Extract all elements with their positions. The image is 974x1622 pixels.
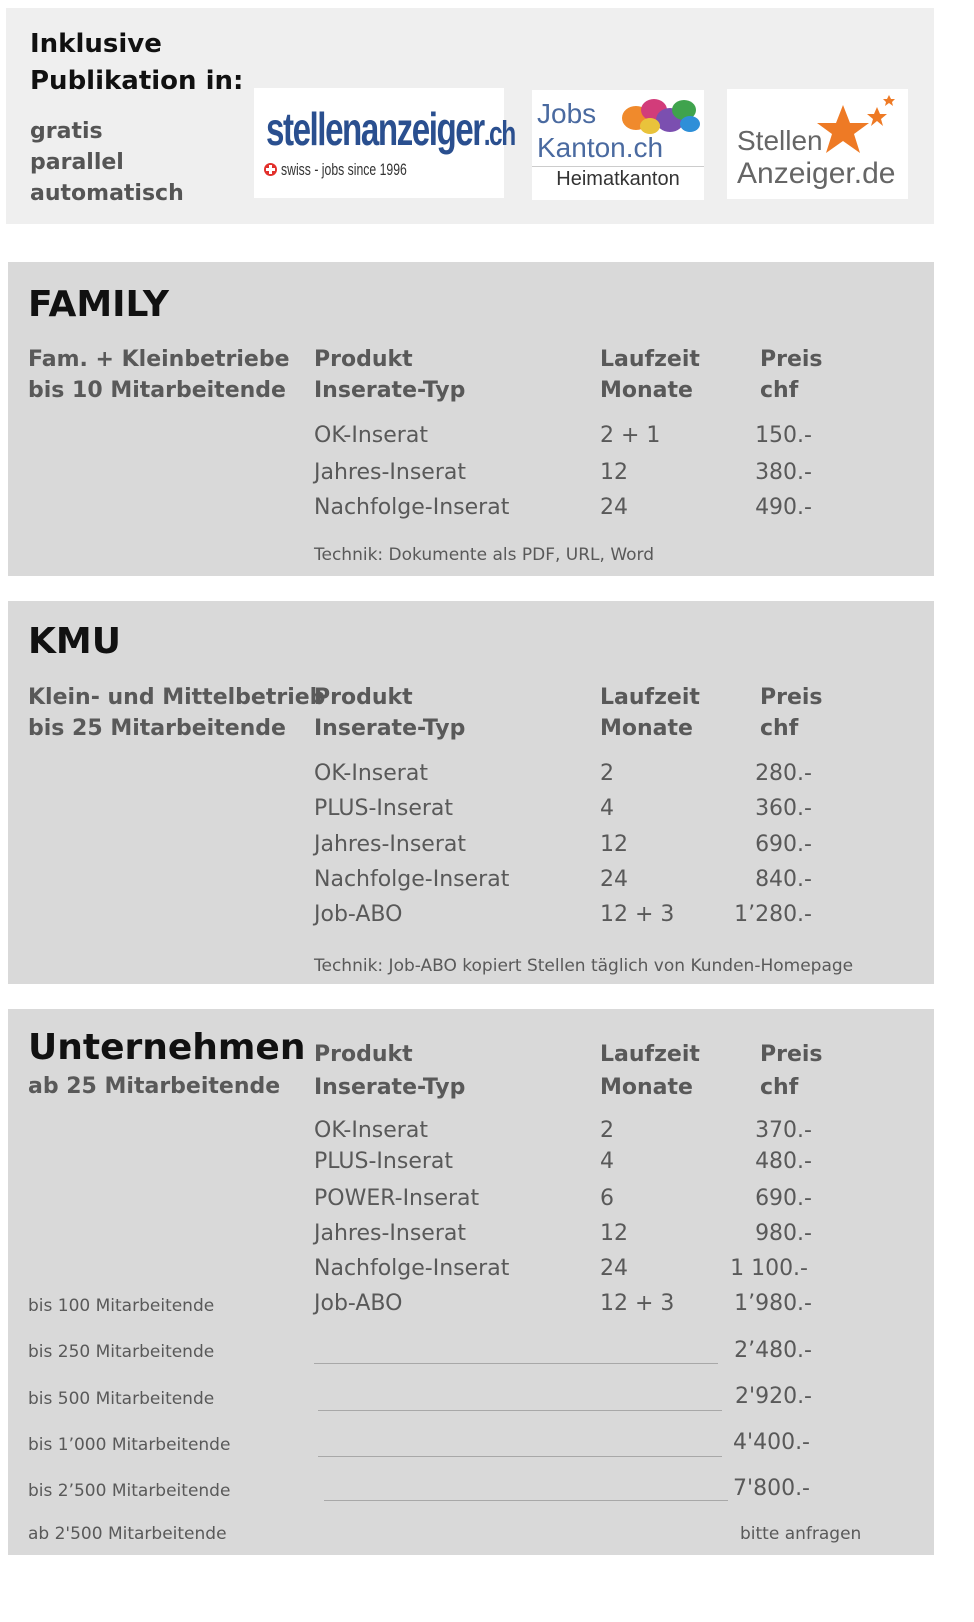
- kmu-row5-price: 1’280.-: [734, 902, 812, 927]
- kmu-col-product: [314, 682, 465, 744]
- tier6-price: bitte anfragen: [740, 1524, 862, 1544]
- col-currency-label: chf: [760, 716, 799, 741]
- unternehmen-row1-price: 370.-: [755, 1118, 812, 1143]
- col-type-label: Inserate-Typ: [314, 1075, 466, 1100]
- family-section: [8, 262, 934, 576]
- unternehmen-row2-duration: 4: [600, 1149, 614, 1174]
- logo1-main-text: stellenanzeiger: [266, 103, 484, 155]
- header-title-line2: Publikation in:: [30, 66, 244, 96]
- header-title: [30, 26, 243, 100]
- kmu-row4-duration: 24: [600, 867, 628, 892]
- kmu-section: [8, 601, 934, 984]
- col-months-label: Monate: [600, 378, 693, 403]
- unternehmen-row4-duration: 12: [600, 1221, 628, 1246]
- unternehmen-row1-product: OK-Inserat: [314, 1118, 428, 1143]
- col-product-label: Produkt: [314, 347, 413, 372]
- swiss-cross-icon: [264, 163, 277, 176]
- kmu-row5-product: Job-ABO: [314, 902, 403, 927]
- unternehmen-row3-duration: 6: [600, 1186, 614, 1211]
- unternehmen-row1-duration: 2: [600, 1118, 614, 1143]
- col-type-label: Inserate-Typ: [314, 716, 466, 741]
- family-tech-note: Technik: Dokumente als PDF, URL, Word: [314, 545, 655, 565]
- unternehmen-row2-price: 480.-: [755, 1149, 812, 1174]
- unternehmen-col-product: [314, 1038, 465, 1104]
- col-price-label: Preis: [760, 347, 823, 372]
- unternehmen-row5-duration: 24: [600, 1256, 628, 1281]
- tier1-label: bis 100 Mitarbeitende: [28, 1296, 215, 1316]
- kmu-row2-duration: 4: [600, 796, 614, 821]
- tier4-price: 4'400.-: [733, 1430, 810, 1455]
- unternehmen-row5-price: 1 100.-: [730, 1256, 808, 1281]
- unternehmen-row3-product: POWER-Inserat: [314, 1186, 480, 1211]
- family-col-duration: [600, 344, 700, 406]
- col-duration-label: Laufzeit: [600, 347, 700, 372]
- kmu-row4-price: 840.-: [755, 867, 812, 892]
- tier5-price: 7'800.-: [733, 1476, 810, 1501]
- family-sub2: bis 10 Mitarbeitende: [28, 378, 286, 403]
- tier1-duration: 12 + 3: [600, 1291, 675, 1316]
- stars-icon: [819, 93, 899, 157]
- unternehmen-col-duration: [600, 1038, 700, 1104]
- logo1-suffix: .ch: [483, 115, 515, 153]
- kmu-row3-duration: 12: [600, 832, 628, 857]
- unternehmen-row3-price: 690.-: [755, 1186, 812, 1211]
- unternehmen-row4-product: Jahres-Inserat: [314, 1221, 466, 1246]
- col-price-label: Preis: [760, 1042, 823, 1067]
- family-row3-product: Nachfolge-Inserat: [314, 495, 510, 520]
- family-row1-product: OK-Inserat: [314, 423, 428, 448]
- family-title: FAMILY: [28, 284, 169, 325]
- unternehmen-row2-product: PLUS-Inserat: [314, 1149, 454, 1174]
- unternehmen-title: Unternehmen: [28, 1027, 306, 1068]
- unternehmen-subtitle: ab 25 Mitarbeitende: [28, 1074, 281, 1099]
- kmu-col-price: [760, 682, 823, 744]
- perk-automatisch: automatisch: [30, 181, 184, 206]
- family-col-price: [760, 344, 823, 406]
- kmu-row1-duration: 2: [600, 761, 614, 786]
- tier4-label: bis 1’000 Mitarbeitende: [28, 1435, 231, 1455]
- kmu-subtitle: [28, 682, 325, 744]
- family-row1-duration: 2 + 1: [600, 423, 661, 448]
- unternehmen-row4-price: 980.-: [755, 1221, 812, 1246]
- kmu-row3-price: 690.-: [755, 832, 812, 857]
- family-row1-price: 150.-: [755, 423, 812, 448]
- col-duration-label: Laufzeit: [600, 685, 700, 710]
- col-currency-label: chf: [760, 1075, 799, 1100]
- kmu-sub1: Klein- und Mittelbetrieb: [28, 685, 326, 710]
- tier2-rule: [314, 1363, 718, 1364]
- kmu-title: KMU: [28, 621, 121, 662]
- stellenanzeiger-de-logo[interactable]: [727, 89, 908, 199]
- kmu-row4-product: Nachfolge-Inserat: [314, 867, 510, 892]
- family-row3-price: 490.-: [755, 495, 812, 520]
- col-product-label: Produkt: [314, 685, 413, 710]
- tier1-price: 1’980.-: [734, 1291, 812, 1316]
- logo2-jobs: Jobs: [537, 98, 597, 129]
- kmu-row1-price: 280.-: [755, 761, 812, 786]
- tier1-product: Job-ABO: [314, 1291, 403, 1316]
- perk-gratis: gratis: [30, 119, 103, 144]
- unternehmen-col-price: [760, 1038, 823, 1104]
- tier3-rule: [318, 1410, 722, 1411]
- family-sub1: Fam. + Kleinbetriebe: [28, 347, 290, 372]
- tier2-price: 2’480.-: [734, 1338, 812, 1363]
- logo1-tagline: swiss - jobs since 1996: [281, 160, 407, 179]
- tier3-price: 2'920.-: [735, 1384, 812, 1409]
- header-perks: [30, 116, 184, 209]
- kmu-col-duration: [600, 682, 700, 744]
- kmu-sub2: bis 25 Mitarbeitende: [28, 716, 286, 741]
- family-row2-duration: 12: [600, 460, 628, 485]
- jobs-kanton-logo[interactable]: [532, 90, 704, 200]
- family-row2-price: 380.-: [755, 460, 812, 485]
- col-type-label: Inserate-Typ: [314, 378, 466, 403]
- unternehmen-section: [8, 1009, 934, 1555]
- stellenanzeiger-ch-logo[interactable]: [254, 88, 515, 198]
- kmu-tech-note: Technik: Job-ABO kopiert Stellen täglich von Kunden-Homepage: [314, 956, 854, 976]
- kmu-row3-product: Jahres-Inserat: [314, 832, 466, 857]
- tier5-label: bis 2’500 Mitarbeitende: [28, 1481, 231, 1501]
- family-subtitle: [28, 344, 290, 406]
- header-title-line1: Inklusive: [30, 29, 162, 59]
- col-currency-label: chf: [760, 378, 799, 403]
- logo2-kanton: Kanton.ch: [537, 132, 664, 163]
- tier6-label: ab 2'500 Mitarbeitende: [28, 1524, 227, 1544]
- logo3-stellen: Stellen: [737, 125, 823, 156]
- publication-header: [6, 8, 934, 224]
- kmu-row2-product: PLUS-Inserat: [314, 796, 454, 821]
- col-months-label: Monate: [600, 1075, 693, 1100]
- tier5-rule: [324, 1500, 728, 1501]
- kmu-row5-duration: 12 + 3: [600, 902, 675, 927]
- tier2-label: bis 250 Mitarbeitende: [28, 1342, 215, 1362]
- tier3-label: bis 500 Mitarbeitende: [28, 1389, 215, 1409]
- col-duration-label: Laufzeit: [600, 1042, 700, 1067]
- logo3-anzeiger: Anzeiger.de: [737, 157, 896, 190]
- family-row3-duration: 24: [600, 495, 628, 520]
- kmu-row1-product: OK-Inserat: [314, 761, 428, 786]
- perk-parallel: parallel: [30, 150, 124, 175]
- col-months-label: Monate: [600, 716, 693, 741]
- family-col-product: [314, 344, 465, 406]
- col-product-label: Produkt: [314, 1042, 413, 1067]
- tier4-rule: [318, 1456, 722, 1457]
- unternehmen-row5-product: Nachfolge-Inserat: [314, 1256, 510, 1281]
- col-price-label: Preis: [760, 685, 823, 710]
- kmu-row2-price: 360.-: [755, 796, 812, 821]
- family-row2-product: Jahres-Inserat: [314, 460, 466, 485]
- logo2-heimatkanton: Heimatkanton: [556, 168, 680, 190]
